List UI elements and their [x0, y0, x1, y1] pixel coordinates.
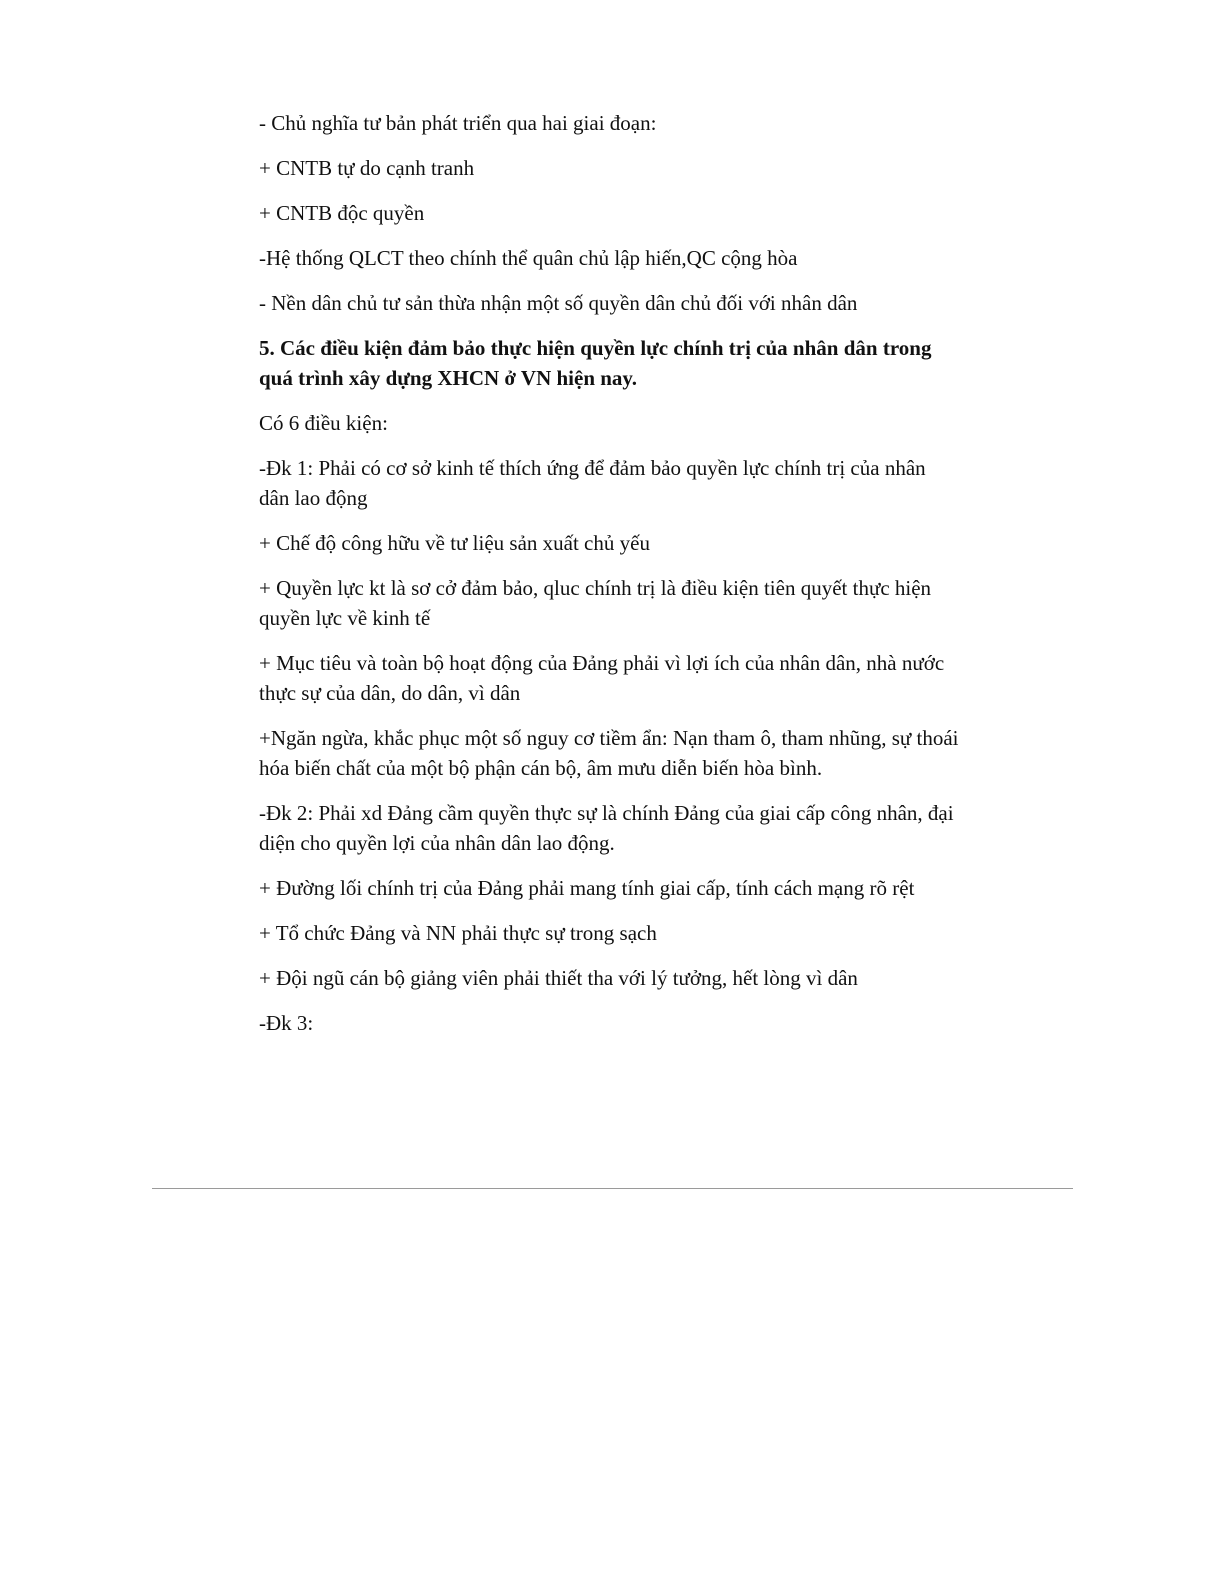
paragraph: + Mục tiêu và toàn bộ hoạt động của Đảng phải vì lợi ích của nhân dân, nhà nước thực sự của dân, do dân, vì dân	[259, 651, 945, 705]
paragraph: + Tổ chức Đảng và NN phải thực sự trong sạch	[259, 921, 657, 945]
paragraph: Có 6 điều kiện:	[259, 411, 388, 435]
paragraph: -Đk 3:	[259, 1011, 314, 1035]
paragraph: -Hệ thống QLCT theo chính thể quân chủ lập hiến,QC cộng hòa	[259, 246, 798, 270]
paragraph: + CNTB độc quyền	[259, 201, 425, 225]
paragraph: + Đội ngũ cán bộ giảng viên phải thiết tha với lý tưởng, hết lòng vì dân	[259, 966, 858, 990]
paragraph: + Quyền lực kt là sơ cở đảm bảo, qluc chính trị là điều kiện tiên quyết thực hiện quyền lực về kinh tế	[259, 576, 932, 630]
paragraph: - Nền dân chủ tư sản thừa nhận một số quyền dân chủ đối với nhân dân	[259, 291, 858, 315]
paragraph: + Chế độ công hữu về tư liệu sản xuất chủ yếu	[259, 531, 650, 555]
section-heading: 5. Các điều kiện đảm bảo thực hiện quyền lực chính trị của nhân dân trong quá trình xây dựng XHCN ở VN hiện nay.	[259, 336, 932, 390]
paragraph: -Đk 2: Phải xd Đảng cầm quyền thực sự là chính Đảng của giai cấp công nhân, đại diện cho quyền lợi của nhân dân lao động.	[259, 801, 954, 855]
paragraph: +Ngăn ngừa, khắc phục một số nguy cơ tiềm ẩn: Nạn tham ô, tham nhũng, sự thoái hóa biến chất của một bộ phận cán bộ, âm mưu diễn biến hòa bình.	[259, 726, 959, 780]
document-page	[259, 108, 959, 1053]
paragraph: -Đk 1: Phải có cơ sở kinh tế thích ứng để đảm bảo quyền lực chính trị của nhân dân lao động	[259, 456, 926, 510]
page-divider	[152, 1188, 1073, 1189]
paragraph: + Đường lối chính trị của Đảng phải mang tính giai cấp, tính cách mạng rõ rệt	[259, 876, 915, 900]
paragraph: + CNTB tự do cạnh tranh	[259, 156, 475, 180]
paragraph: - Chủ nghĩa tư bản phát triển qua hai giai đoạn:	[259, 111, 657, 135]
